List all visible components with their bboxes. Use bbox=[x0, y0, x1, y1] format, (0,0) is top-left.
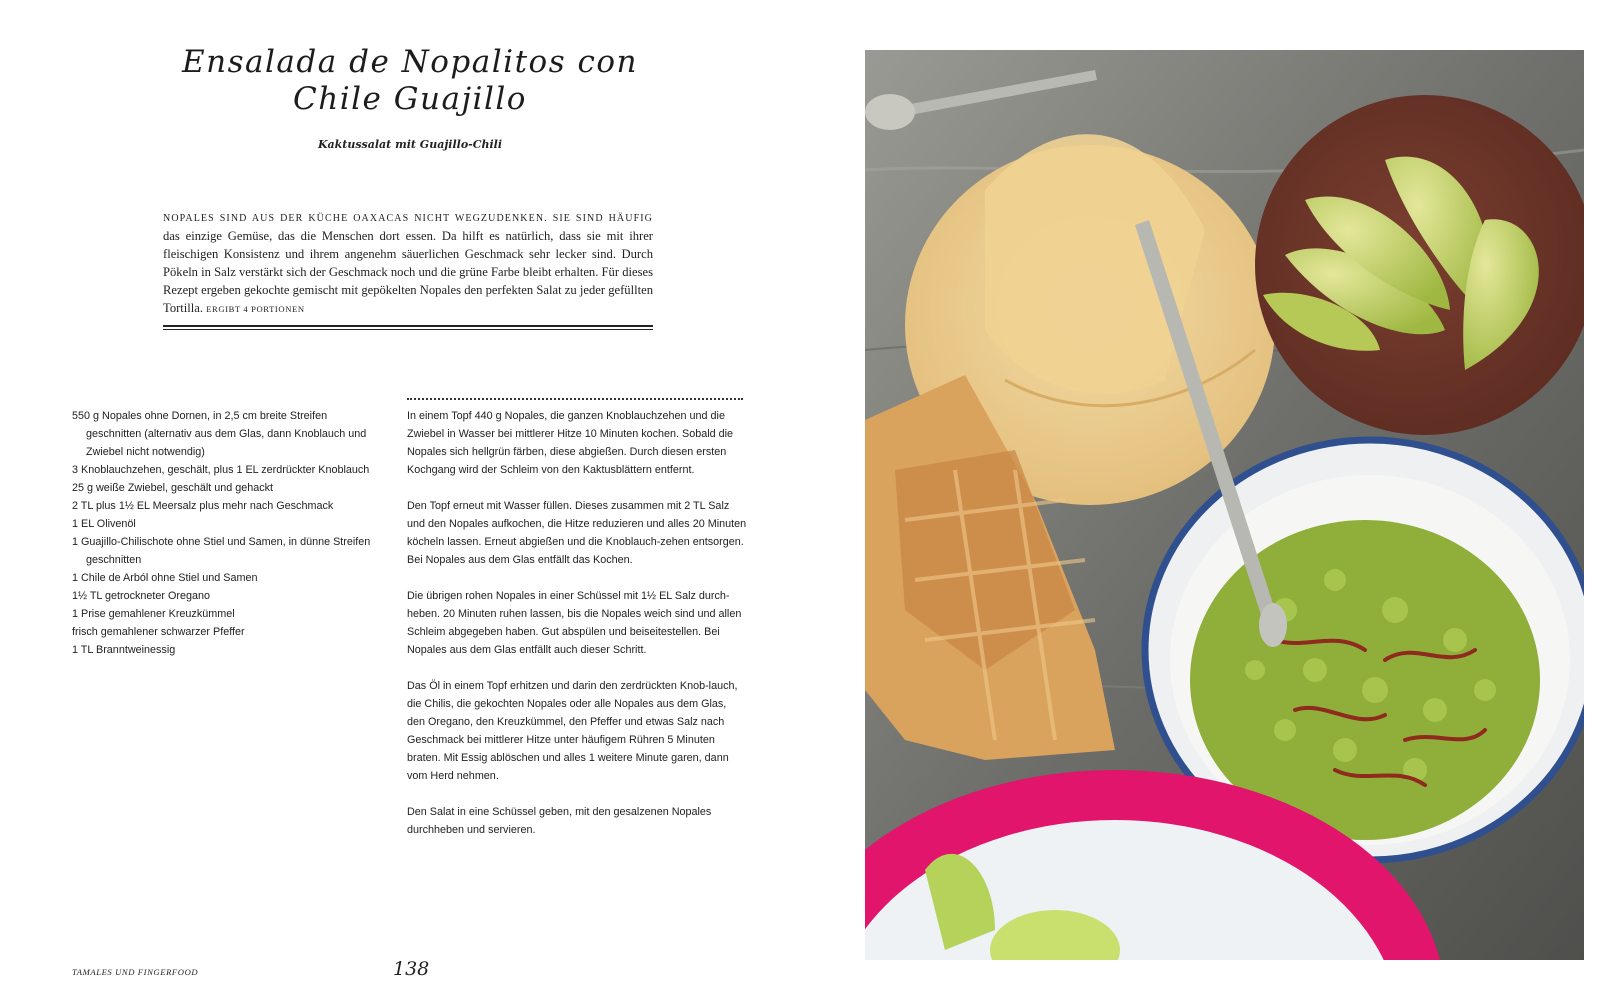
ingredient-item: 550 g Nopales ohne Dornen, in 2,5 cm breite Streifen geschnitten (alternativ aus dem Glas, dann Knoblauch und Zwiebel nicht notwendig) bbox=[72, 410, 367, 458]
recipe-subtitle: Kaktussalat mit Guajillo-Chili bbox=[317, 138, 503, 151]
ingredient-item: 1 Prise gemahlener Kreuzkümmel bbox=[72, 608, 235, 620]
ingredient-item: 1½ TL getrockneter Oregano bbox=[72, 590, 211, 602]
page-number: 138 bbox=[393, 958, 430, 980]
ingredient-item: 1 TL Branntweinessig bbox=[72, 644, 176, 656]
recipe-title-line-1: Ensalada de Nopalitos con bbox=[182, 44, 638, 80]
ingredient-item: 25 g weiße Zwiebel, geschält und gehackt bbox=[72, 482, 274, 494]
ingredient-list bbox=[72, 407, 372, 659]
method-dotted-divider bbox=[407, 398, 743, 400]
method-steps bbox=[407, 407, 747, 857]
method-step: In einem Topf 440 g Nopales, die ganzen Knoblauchzehen und die Zwiebel in Wasser bei mittlerer Hitze 10 Minuten kochen. Sobald die Nopales sich hellgrün färben, diese abgießen. Durch diesen ersten Kochgang wird der Schleim von den Kaktusblättern entfernt. bbox=[407, 410, 734, 476]
ingredient-item: 3 Knoblauchzehen, geschält, plus 1 EL zerdrückter Knoblauch bbox=[72, 464, 370, 476]
ingredient-item: 1 Chile de Arból ohne Stiel und Samen bbox=[72, 572, 258, 584]
method-step: Den Topf erneut mit Wasser füllen. Dieses zusammen mit 2 TL Salz und den Nopales aufkochen, die Hitze reduzieren und alles 20 Minuten köcheln lassen. Erneut abgießen und die Knoblauch-zehen entsorgen. Bei Nopales aus dem Glas entfällt das Kochen. bbox=[407, 500, 747, 566]
ingredient-item: 1 Guajillo-Chilischote ohne Stiel und Samen, in dünne Streifen geschnitten bbox=[72, 536, 371, 566]
intro-divider-thick bbox=[163, 325, 653, 327]
yield-label: ERGIBT 4 PORTIONEN bbox=[206, 303, 305, 314]
footer-section-title: TAMALES UND FINGERFOOD bbox=[72, 967, 199, 977]
intro-lead: NOPALES SIND AUS DER KÜCHE OAXACAS NICHT WEGZUDENKEN. SIE SIND HÄUFIG bbox=[163, 213, 653, 224]
recipe-intro bbox=[163, 209, 653, 318]
ingredient-item: frisch gemahlener schwarzer Pfeffer bbox=[72, 626, 245, 638]
ingredient-item: 2 TL plus 1½ EL Meersalz plus mehr nach Geschmack bbox=[72, 500, 334, 512]
ingredient-item: 1 EL Olivenöl bbox=[72, 518, 136, 530]
method-step: Die übrigen rohen Nopales in einer Schüssel mit 1½ EL Salz durch-heben. 20 Minuten ruhen lassen, bis die Nopales weich sind und allen Schleim abgegeben haben. Gut abspülen und beiseitestellen. Bei Nopales aus dem Glas entfällt auch dieser Schritt. bbox=[407, 590, 742, 656]
food-photo bbox=[865, 50, 1584, 960]
method-step: Das Öl in einem Topf erhitzen und darin den zerdrückten Knob-lauch, die Chilis, die gekochten Nopales oder alle Nopales aus dem Glas, den Oregano, den Kreuzkümmel, den Pfeffer und etwas Salz nach Geschmack bei mittlerer Hitze unter häufigem Rühren 5 Minuten braten. Mit Essig ablöschen und alles 1 weitere Minute garen, dann vom Herd nehmen. bbox=[407, 680, 738, 782]
recipe-title-line-2: Chile Guajillo bbox=[293, 81, 527, 117]
intro-body: das einzige Gemüse, das die Menschen dort essen. Da hilft es natürlich, dass sie mit ihrer fleischigen Konsistenz und ihrem angenehm säuerlichen Geschmack sehr lecker sind. Durch Pökeln in Salz verstärkt sich der Geschmack noch und die grüne Farbe bleibt erhalten. Für dieses Rezept ergeben gekochte gemischt mit gepökelten Nopales den perfekten Salat zu jeder gefüllten Tortilla. bbox=[163, 228, 653, 315]
recipe-title bbox=[150, 44, 670, 118]
method-step: Den Salat in eine Schüssel geben, mit den gesalzenen Nopales durchheben und servieren. bbox=[407, 806, 712, 836]
intro-divider-thin bbox=[163, 329, 653, 330]
